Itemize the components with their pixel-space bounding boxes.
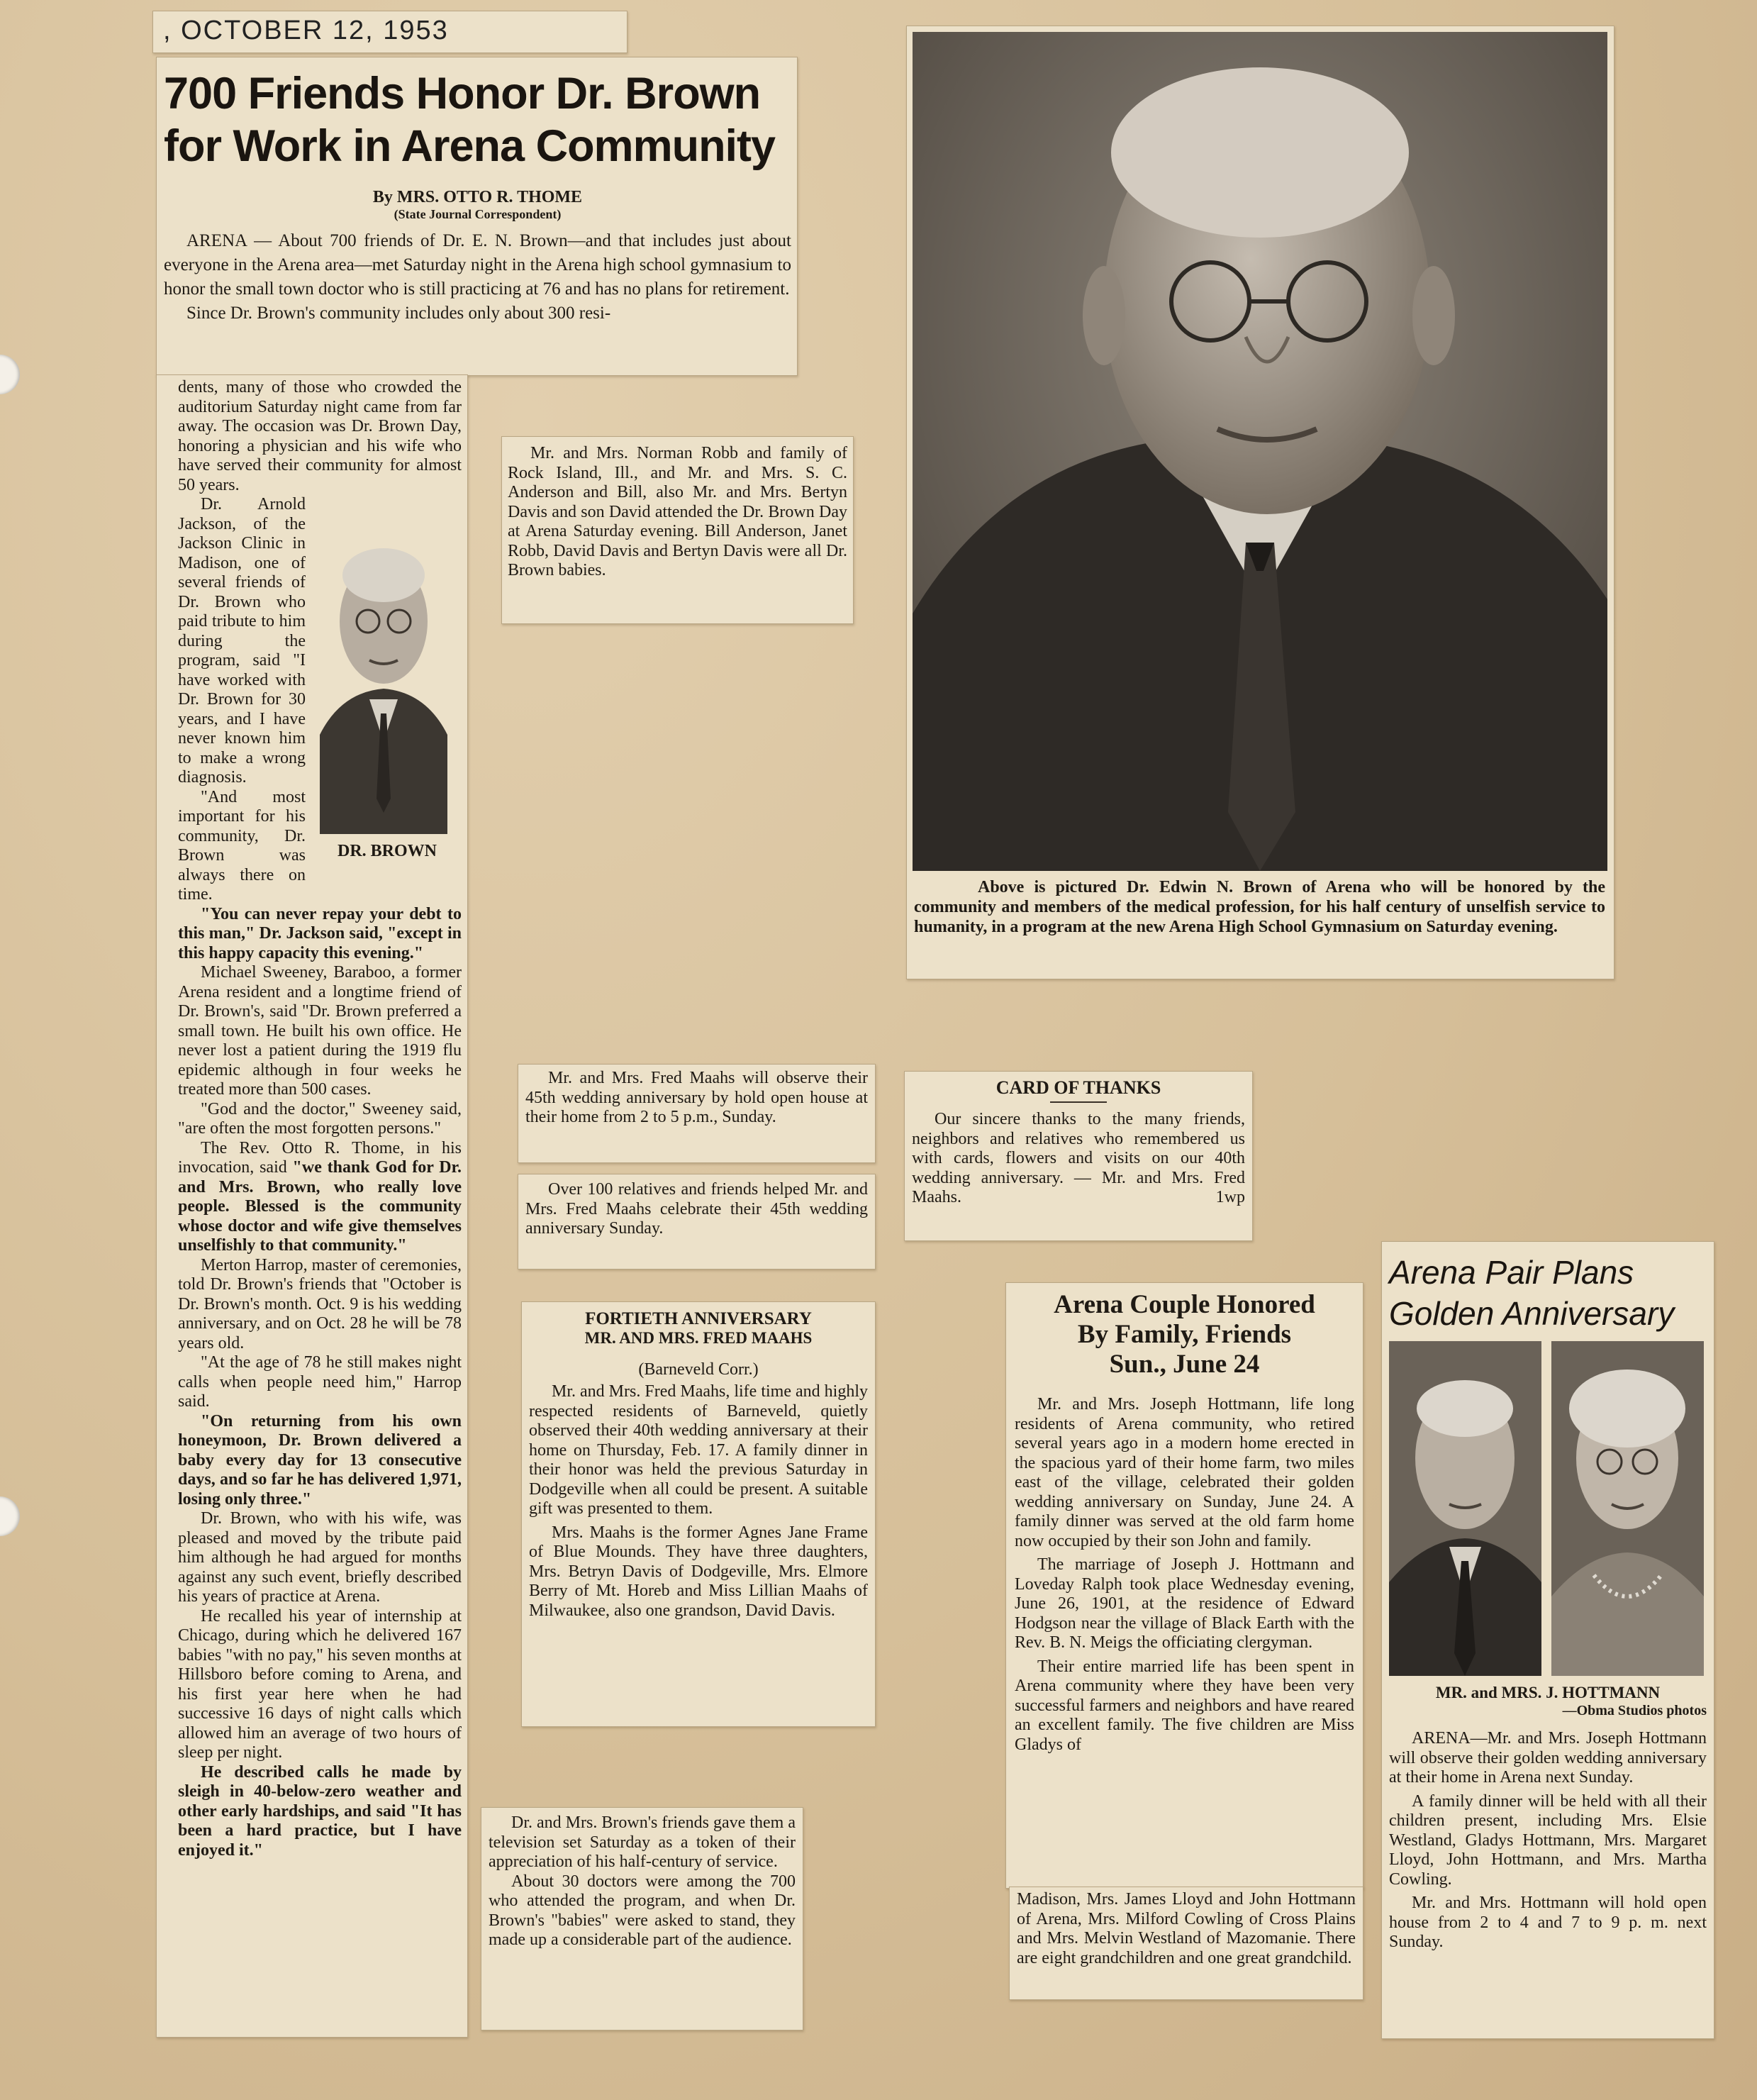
golden-headline-line2: Golden Anniversary [1389, 1295, 1675, 1332]
hottmann-p3: Their entire married life has been spent in Arena community where they have been very successful farmers and neighbors and have reared an excellent family. The five children are Miss Gladys of [1015, 1657, 1354, 1754]
maahs-notice-celebrated [518, 1174, 876, 1270]
big-photo-clipping [906, 26, 1614, 979]
dr-brown-small-photo [313, 501, 454, 834]
main-col-p2: Dr. Arnold Jackson, of the Jackson Clinic in Madison, one of several friends of Dr. Brown who paid tribute to him during the program, said "I have worked with Dr. Brown for 30 years, and I have never known him to make a wrong diagnosis. [178, 495, 306, 787]
dr-brown-large-photo [913, 32, 1607, 871]
main-col-p10: "On returning from his own honeymoon, Dr. Brown delivered a baby every day for 13 consecutive days, and so far he has delivered 1,971, losing only three." [178, 1411, 462, 1509]
mr-hottmann-photo [1389, 1341, 1541, 1676]
main-col-p7 [178, 1139, 462, 1256]
fortieth-title-line1: FORTIETH ANNIVERSARY [585, 1309, 812, 1328]
binder-hole-bottom [0, 1496, 20, 1536]
mrs-hottmann-photo [1551, 1341, 1704, 1676]
main-col-p5: Michael Sweeney, Baraboo, a former Arena resident and a longtime friend of Dr. Brown's, said "Dr. Brown preferred a small town. He built his own office. He never lost a patient during the 1919 flu epidemic although in four weeks he treated more than 500 cases. [178, 963, 462, 1099]
fortieth-p2: Mrs. Maahs is the former Agnes Jane Frame of Blue Mounds. They have three daughters, Mrs. Betryn Davis of Dodgeville, Mrs. Elmore Berry of Mt. Horeb and Miss Lillian Maahs of Milwaukee, also one grandson, David Davis. [529, 1523, 868, 1620]
main-col-p13: He described calls he made by sleigh in 40-below-zero weather and other early hardships, and said "It has been a hard practice, but I have enjoyed it." [178, 1762, 462, 1860]
golden-headline-line1: Arena Pair Plans [1389, 1254, 1634, 1291]
main-col-p4: "You can never repay your debt to this man," Dr. Jackson said, "except in this happy capacity this evening." [178, 904, 462, 962]
hottmann-couple-article [1005, 1282, 1363, 1889]
main-col-p8: Merton Harrop, master of ceremonies, told Dr. Brown's friends that "October is Dr. Brown's month. Oct. 9 is his wedding anniversary, and on Oct. 28 he will be 78 years old. [178, 1255, 462, 1352]
big-photo-caption: Above is pictured Dr. Edwin N. Brown of Arena who will be honored by the community and members of the medical profession, for his half century of unselfish service to humanity, in a program at the new Arena High School Gymnasium on Saturday evening. [914, 878, 1605, 936]
fortieth-dateline: (Barneveld Corr.) [638, 1360, 759, 1379]
hottmann-couple-article-continued [1009, 1887, 1363, 2000]
fortieth-title-line2: MR. AND MRS. FRED MAAHS [584, 1329, 813, 1347]
tv-notice-p1: Dr. and Mrs. Brown's friends gave them a television set Saturday as a token of their appreciation of his half-century of service. [489, 1813, 796, 1871]
golden-photo-credit: —Obma Studios photos [1562, 1703, 1707, 1718]
byline-sub: (State Journal Correspondent) [394, 207, 562, 221]
golden-anniversary-article [1381, 1241, 1714, 2039]
maahs-notice-celebrated-text: Over 100 relatives and friends helped Mr. and Mrs. Fred Maahs celebrate their 45th wedding anniversary Sunday. [525, 1180, 868, 1238]
date-strip [152, 11, 628, 53]
maahs-notice-45th-text: Mr. and Mrs. Fred Maahs will observe their 45th wedding anniversary by hold open house at their home from 2 to 5 p.m., Sunday. [525, 1069, 868, 1126]
card-of-thanks-title: CARD OF THANKS [995, 1077, 1161, 1098]
main-article-header [156, 57, 798, 376]
fortieth-anniversary-article [521, 1301, 876, 1727]
fortieth-p1: Mr. and Mrs. Fred Maahs, life time and highly respected residents of Barneveld, quietly observed their 40th wedding anniversary at their home on Thursday, Feb. 17. A family dinner in their honor was held the previous Saturday in Dodgeville when all could be present. A suitable gift was presented to them. [529, 1382, 868, 1518]
hottmann-p1: Mr. and Mrs. Joseph Hottmann, life long residents of Arena community, who retired several years ago in a modern home erected in the spacious yard of their home farm, two miles east of the village, celebrated their golden wedding anniversary on Sunday, June 24. A family dinner was served at the old farm home now occupied by their son John and family. [1015, 1395, 1354, 1550]
card-of-thanks [904, 1071, 1253, 1241]
main-col-p12: He recalled his year of internship at Chicago, during which he delivered 167 babies "with no pay," his seven months at Hillsboro before coming to Arena, and his first year here when he had successive 16 days of night calls which allowed him an average of two hours of sleep per night. [178, 1606, 462, 1762]
dr-brown-small-caption: DR. BROWN [337, 842, 437, 860]
byline: By MRS. OTTO R. THOME [372, 188, 583, 206]
main-col-p3: "And most important for his community, Dr. Brown was always there on time. [178, 787, 306, 904]
golden-p2: A family dinner will be held with all their children present, including Mrs. Elsie Westland, Gladys Hottmann, Mrs. Margaret Lloyd, John Hottmann, and Mrs. Martha Cowling. [1389, 1791, 1707, 1889]
main-col-p11: Dr. Brown, who with his wife, was pleased and moved by the tribute paid him although he had argued for months against any such event, briefly described his years of practice at Arena. [178, 1509, 462, 1606]
main-headline-line2: for Work in Arena Community [164, 121, 776, 171]
hottmann-headline-line2: By Family, Friends [1077, 1320, 1292, 1349]
main-col-p7b: "we thank God for Dr. and Mrs. Brown, who really love people. Blessed is the community whose doctor and wife give themselves unselfishly to that community." [178, 1158, 462, 1255]
tv-gift-notice [481, 1807, 803, 2030]
card-of-thanks-code: 1wp [1215, 1187, 1245, 1206]
golden-p1: ARENA—Mr. and Mrs. Joseph Hottmann will observe their golden wedding anniversary at their home in Arena next Sunday. [1389, 1729, 1707, 1787]
main-article-column [156, 374, 468, 2038]
robb-notice-text: Mr. and Mrs. Norman Robb and family of Rock Island, Ill., and Mr. and Mrs. S. C. Anderson and Bill, also Mr. and Mrs. Bertyn Davis and son David attended the Dr. Brown Day at Arena Saturday evening. Bill Anderson, Janet Robb, David Davis and Bertyn Davis were all Dr. Brown babies. [508, 444, 847, 579]
dr-brown-small-photo-block [313, 501, 462, 870]
card-of-thanks-text: Our sincere thanks to the many friends, neighbors and relatives who remembered us with cards, flowers and visits on our 40th wedding anniversary. — Mr. and Mrs. Fred Maahs. [912, 1110, 1245, 1206]
binder-hole-top [0, 355, 20, 394]
main-lead-p1: ARENA — About 700 friends of Dr. E. N. Brown—and that includes just about everyone in the Arena area—met Saturday night in the Arena high school gymnasium to honor the small town doctor who is still practicing at 76 and has no plans for retirement. [164, 231, 791, 299]
main-headline-line1: 700 Friends Honor Dr. Brown [164, 69, 761, 118]
main-col-p6: "God and the doctor," Sweeney said, "are often the most forgotten persons." [178, 1099, 462, 1138]
golden-photo-caption: MR. and MRS. J. HOTTMANN [1435, 1684, 1661, 1701]
robb-notice [501, 436, 854, 624]
main-lead-p2: Since Dr. Brown's community includes only about 300 resi- [186, 304, 611, 323]
hottmann-headline-line1: Arena Couple Honored [1054, 1290, 1315, 1319]
hottmann-headline-line3: Sun., June 24 [1109, 1350, 1260, 1379]
main-col-p1: dents, many of those who crowded the auditorium Saturday night came from far away. The occasion was Dr. Brown Day, honoring a physician and his wife who have served their community for almost 50 years. [178, 378, 462, 494]
maahs-notice-45th [518, 1064, 876, 1163]
hottmann-p4: Madison, Mrs. James Lloyd and John Hottmann of Arena, Mrs. Milford Cowling of Cross Plains and Mrs. Melvin Westland of Mazomanie. There are eight grandchildren and one great grandchild. [1017, 1890, 1356, 1967]
date-strip-text: , OCTOBER 12, 1953 [163, 16, 449, 45]
golden-p3: Mr. and Mrs. Hottmann will hold open house from 2 to 4 and 7 to 9 p. m. next Sunday. [1389, 1894, 1707, 1951]
tv-notice-p2: About 30 doctors were among the 700 who attended the program, and when Dr. Brown's "babies" were asked to stand, they made up a considerable part of the audience. [489, 1872, 796, 1949]
main-col-p9: "At the age of 78 he still makes night calls when people need him," Harrop said. [178, 1353, 462, 1411]
main-col-p7a: The Rev. Otto R. Thome, in his invocation, said [178, 1138, 462, 1177]
hottmann-p2: The marriage of Joseph J. Hottmann and Loveday Ralph took place Wednesday evening, June 26, 1901, at the residence of Edward Hodgson near the village of Black Earth with the Rev. B. N. Meigs the officiating clergyman. [1015, 1555, 1354, 1652]
hottmann-photos [1389, 1341, 1707, 1676]
